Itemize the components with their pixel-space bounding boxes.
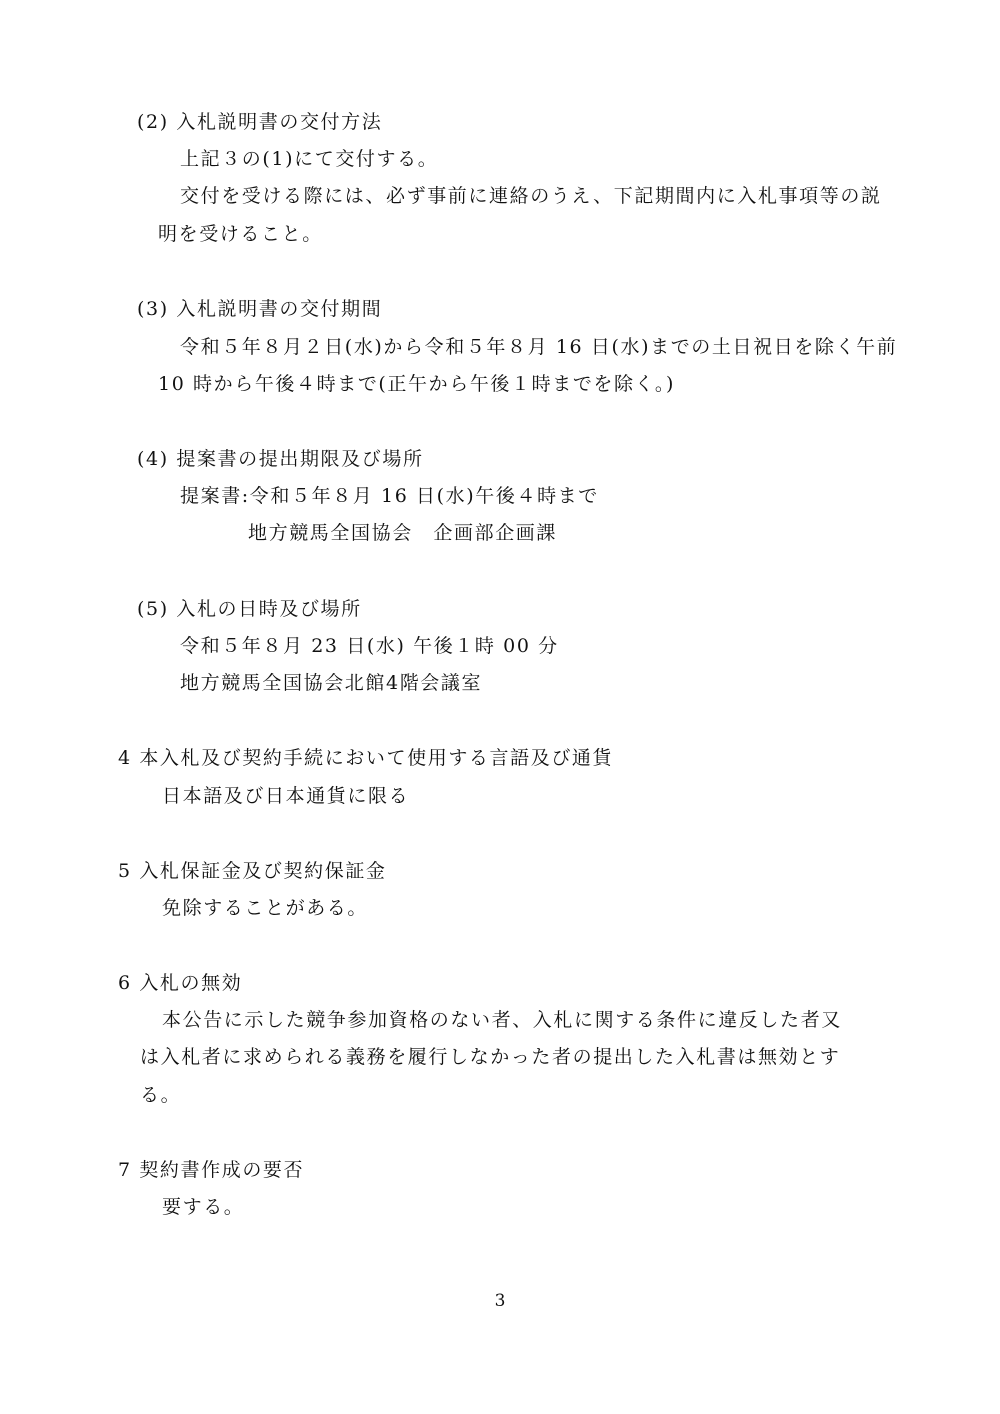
section-3-line-2: 10 時から午後４時まで(正午から午後１時までを除く。) (158, 373, 675, 395)
section-3-heading: (3) 入札説明書の交付期間 (137, 298, 383, 320)
section-3-line-1: 令和５年８月２日(水)から令和５年８月 16 日(水)までの土日祝日を除く午前 (180, 336, 898, 358)
section-4-line-2: 地方競馬全国協会 企画部企画課 (248, 522, 558, 544)
section-4-line-1: 提案書:令和５年８月 16 日(水)午後４時まで (180, 485, 599, 507)
section-5-heading: (5) 入札の日時及び場所 (137, 598, 362, 620)
section-5-line-1: 令和５年８月 23 日(水) 午後１時 00 分 (180, 635, 559, 657)
item-4-line-1: 日本語及び日本通貨に限る (162, 785, 410, 807)
section-5-line-2: 地方競馬全国協会北館4階会議室 (180, 672, 483, 694)
section-2-line-3: 明を受けること。 (158, 223, 323, 245)
item-6-line-1: 本公告に示した競争参加資格のない者、入札に関する条件に違反した者又 (162, 1009, 842, 1031)
item-5-heading: 5 入札保証金及び契約保証金 (118, 860, 387, 882)
item-4-heading: 4 本入札及び契約手続において使用する言語及び通貨 (118, 747, 614, 769)
item-6-line-2: は入札者に求められる義務を履行しなかった者の提出した入札書は無効とす (140, 1046, 841, 1068)
section-2-heading: (2) 入札説明書の交付方法 (137, 111, 383, 133)
section-2-line-2: 交付を受ける際には、必ず事前に連絡のうえ、下記期間内に入札事項等の説 (180, 185, 882, 207)
item-7-heading: 7 契約書作成の要否 (118, 1159, 305, 1181)
section-4-heading: (4) 提案書の提出期限及び場所 (137, 448, 424, 470)
page-number: 3 (494, 1291, 506, 1311)
section-2-line-1: 上記３の(1)にて交付する。 (180, 148, 439, 170)
item-5-line-1: 免除することがある。 (162, 897, 369, 919)
item-7-line-1: 要する。 (162, 1196, 245, 1218)
item-6-line-3: る。 (140, 1084, 182, 1106)
item-6-heading: 6 入札の無効 (118, 972, 243, 994)
